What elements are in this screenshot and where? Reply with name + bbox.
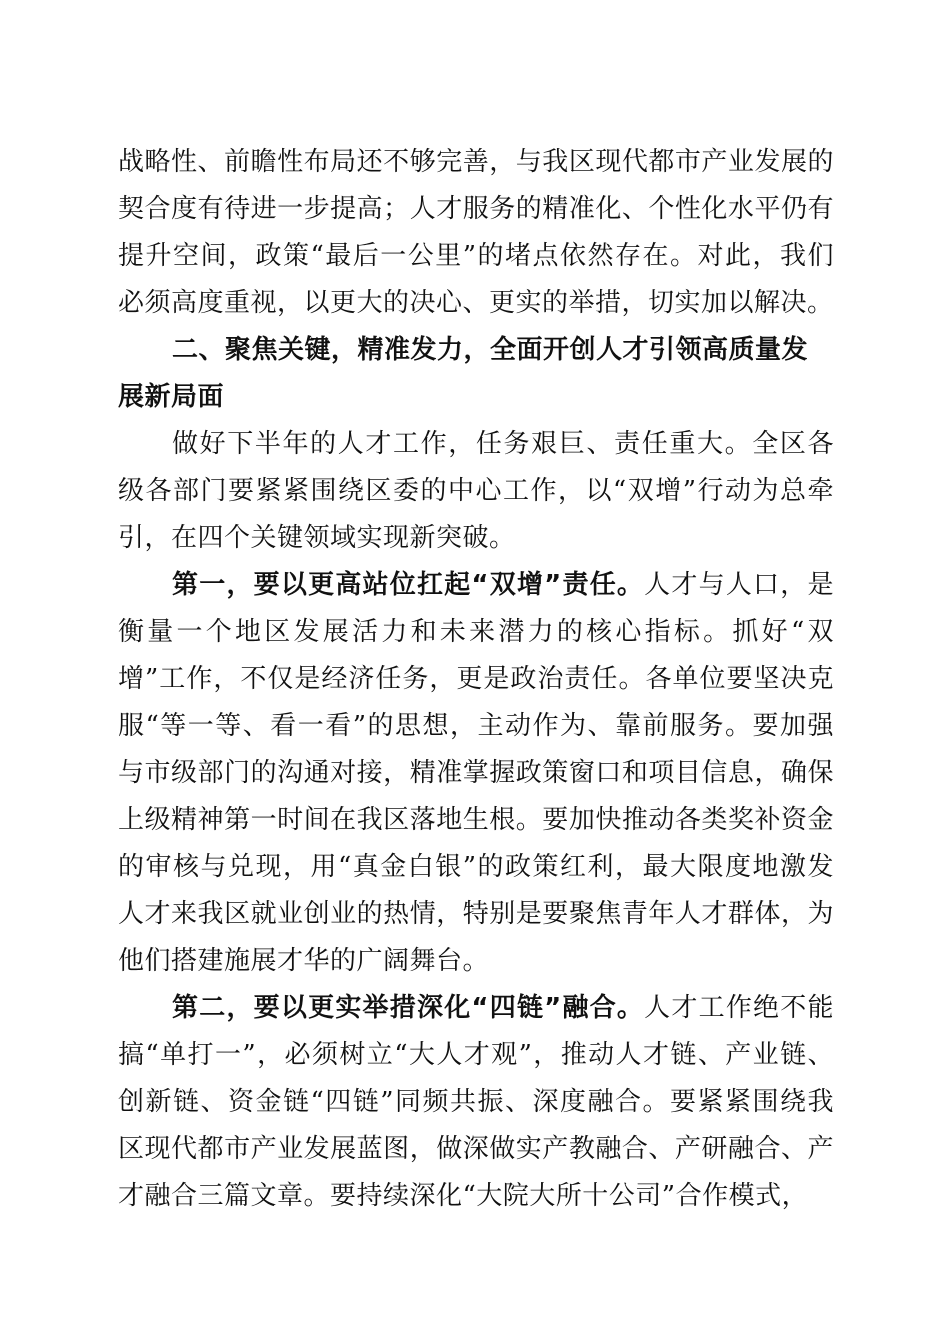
point-two-paragraph [118,985,834,1220]
paragraph-continuation: 战略性、前瞻性布局还不够完善，与我区现代都市产业发展的契合度有待进一步提高；人才服务的精准化、个性化水平仍有提升空间，政策“最后一公里”的堵点依然存在。对此，我们必须高度重视，以更大的决心、更实的举措，切实加以解决。 [118,147,834,318]
point-one-lead: 第一，要以更高站位扛起“双增”责任。 [172,570,645,600]
point-one-paragraph [118,562,834,985]
document-page [118,139,834,1220]
point-two-lead: 第二，要以更实举措深化“四链”融合。 [172,993,645,1023]
section-heading: 二、聚焦关键，精准发力，全面开创人才引领高质量发展新局面 [118,335,809,412]
point-one-body: 人才与人口，是衡量一个地区发展活力和未来潜力的核心指标。抓好“双增”工作，不仅是经济任务，更是政治责任。各单位要坚决克服“等一等、看一看”的思想，主动作为、靠前服务。要加强与市级部门的沟通对接，精准掌握政策窗口和项目信息，确保上级精神第一时间在我区落地生根。要加快推动各类奖补资金的审核与兑现，用“真金白银”的政策红利，最大限度地激发人才来我区就业创业的热情，特别是要聚焦青年人才群体，为他们搭建施展才华的广阔舞台。 [118,570,834,976]
paragraph-intro: 做好下半年的人才工作，任务艰巨、责任重大。全区各级各部门要紧紧围绕区委的中心工作，以“双增”行动为总牵引，在四个关键领域实现新突破。 [118,429,834,553]
point-two-body: 人才工作绝不能搞“单打一”，必须树立“大人才观”，推动人才链、产业链、创新链、资金链“四链”同频共振、深度融合。要紧紧围绕我区现代都市产业发展蓝图，做深做实产教融合、产研融合、产才融合三篇文章。要持续深化“大院大所十公司”合作模式， [118,993,834,1211]
